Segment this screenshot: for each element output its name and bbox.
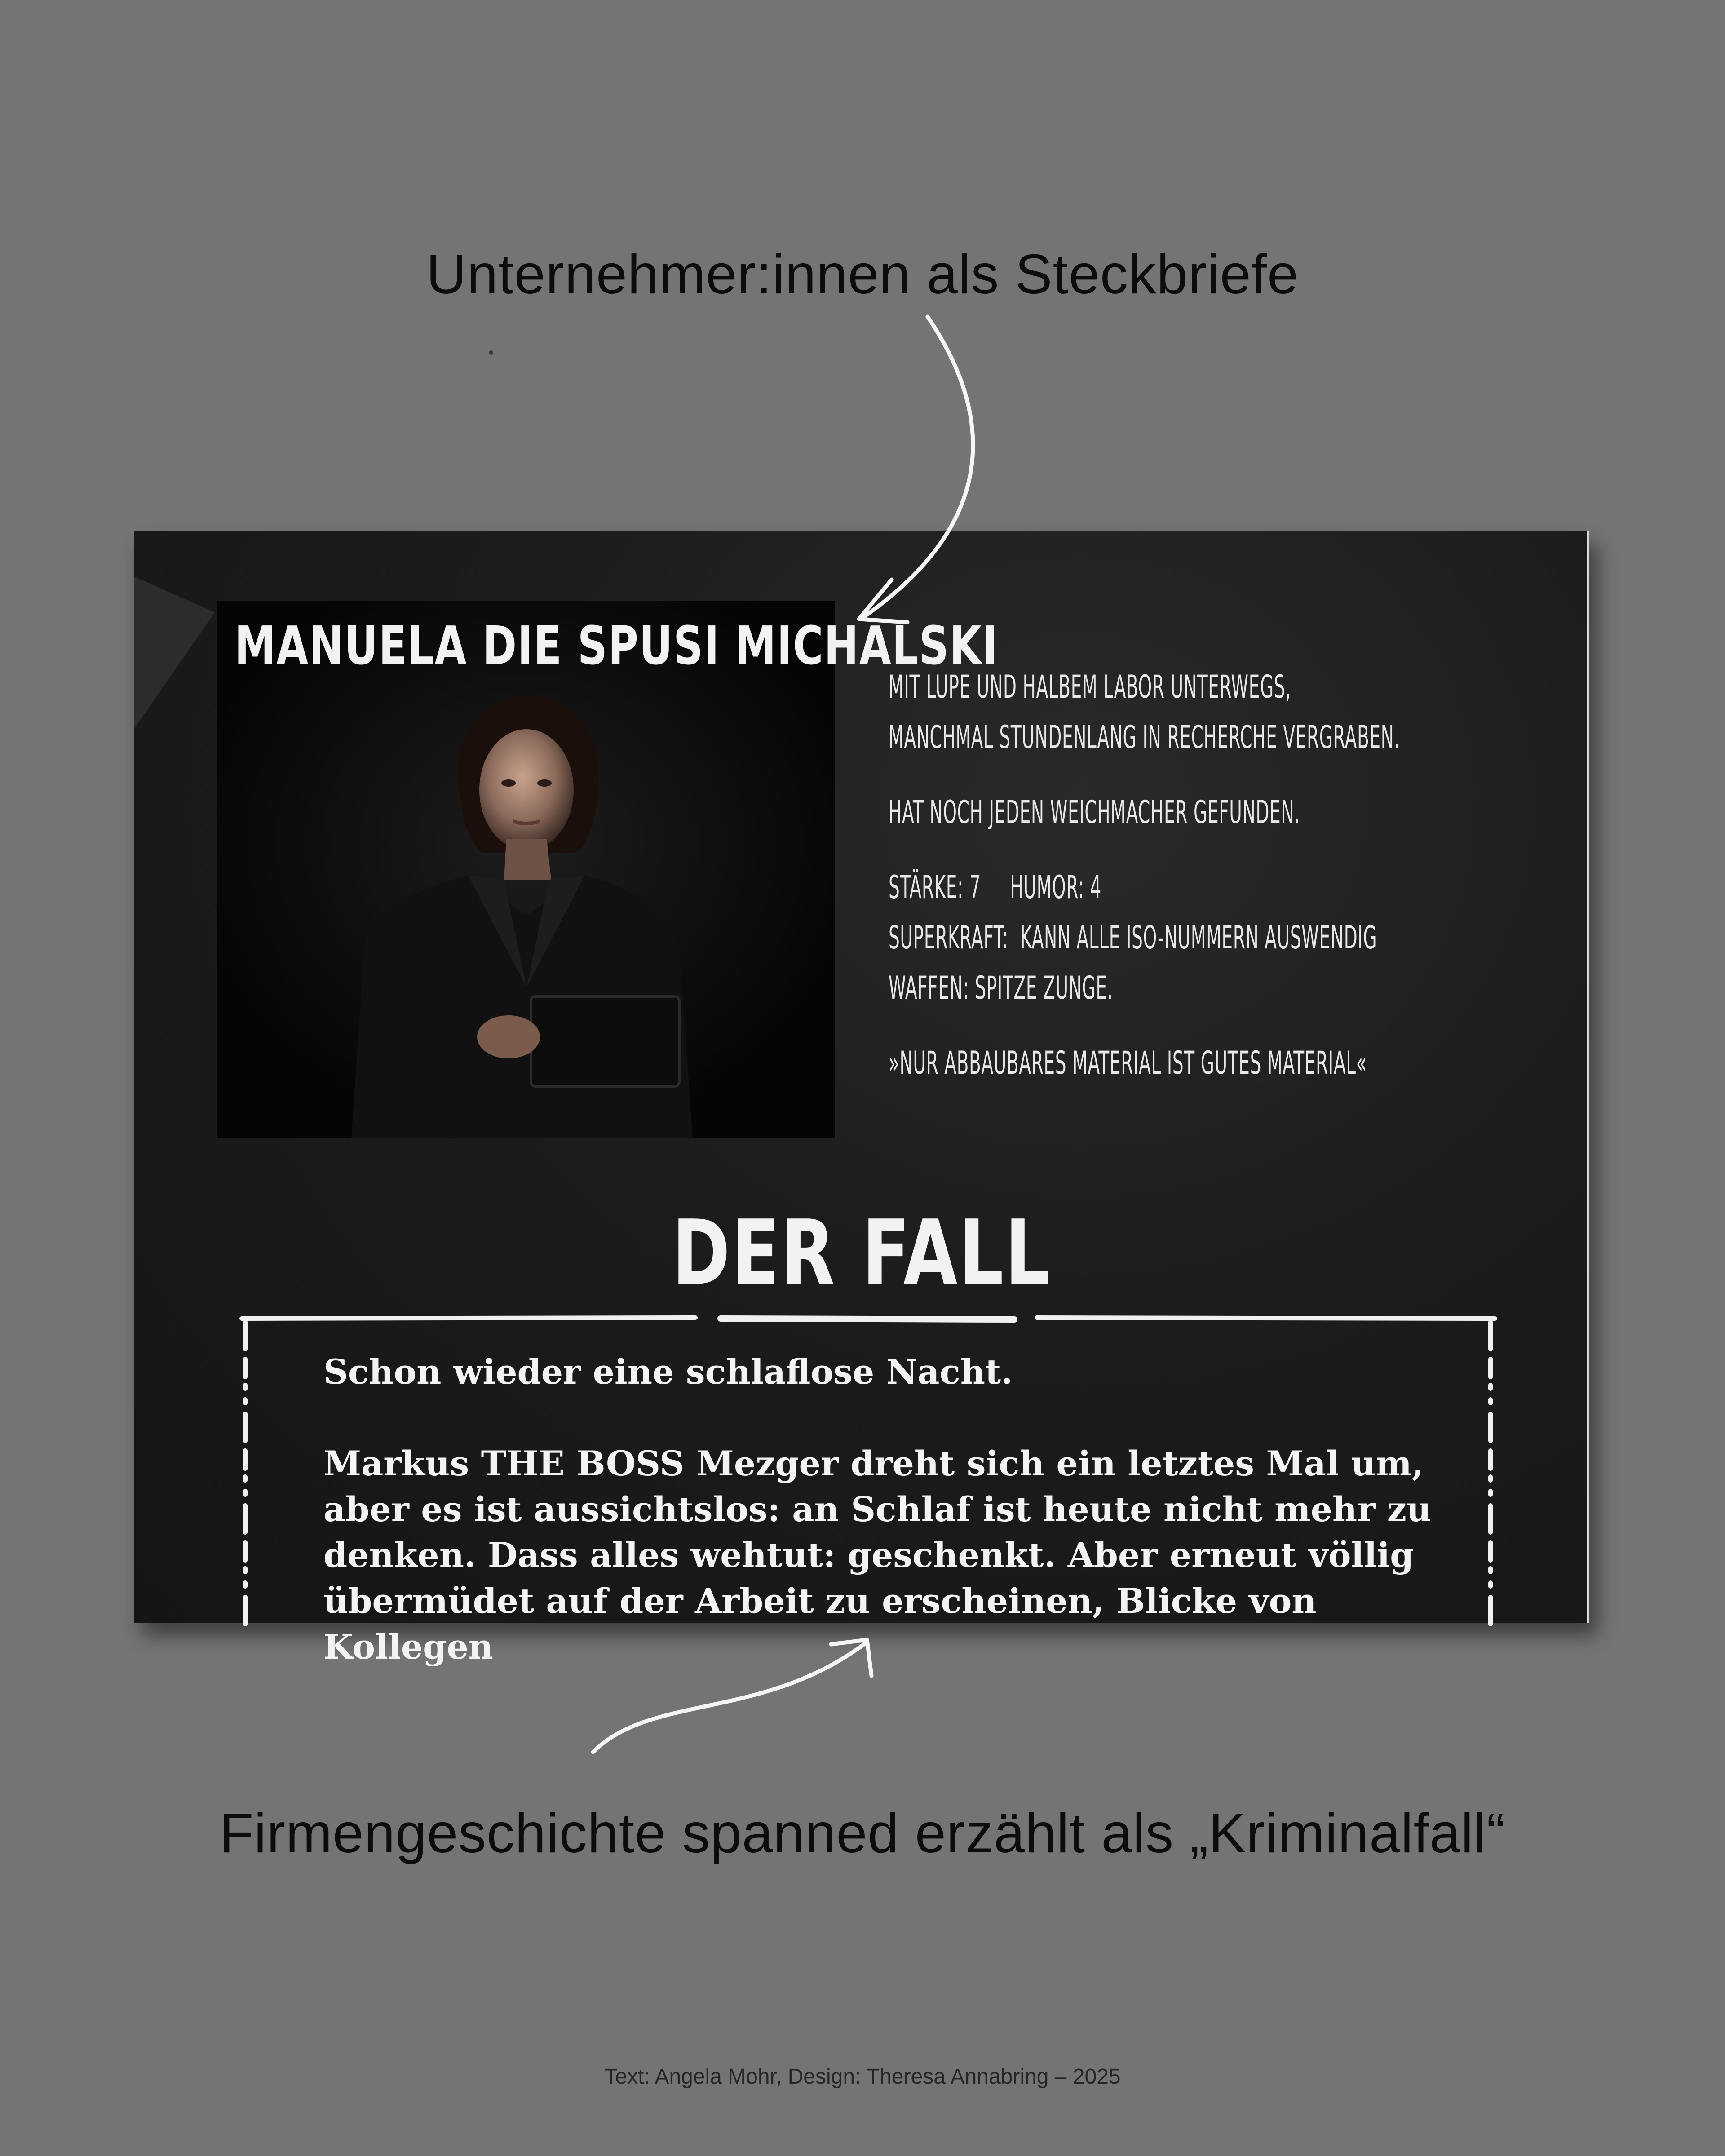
story-paragraph: Schon wieder eine schlaflose Nacht. xyxy=(323,1352,1013,1392)
story-text xyxy=(323,1349,1446,1716)
story-paragraph: Markus THE BOSS Mezger dreht sich ein letztes Mal um, aber es ist aussichtslos: an Schlaf ist heute nicht mehr zu denken. Dass alles wehtut: geschenkt. Aber erneut völlig übermüdet auf der Arbeit zu erscheinen, Blicke von Kollegen xyxy=(323,1443,1432,1667)
profile-line: SUPERKRAFT: KANN ALLE ISO-NUMMERN AUSWENDIG xyxy=(889,919,1377,956)
profile-quote: »NUR ABBAUBARES MATERIAL IST GUTES MATERIAL« xyxy=(889,1045,1367,1081)
profile-stats: STÄRKE: 7 HUMOR: 4 xyxy=(889,869,1101,906)
caption-steckbriefe: Unternehmer:innen als Steckbriefe xyxy=(426,243,1299,305)
credits-line: Text: Angela Mohr, Design: Theresa Annabring – 2025 xyxy=(604,2065,1121,2089)
profile-line: MANCHMAL STUNDENLANG IN RECHERCHE VERGRABEN. xyxy=(889,719,1400,756)
der-fall-heading-text: DER FALL xyxy=(672,1201,1051,1306)
wanted-poster-card xyxy=(134,531,1589,1667)
card-edge xyxy=(1587,531,1589,1623)
card-light-shard xyxy=(134,576,215,729)
portrait-name-title: MANUELA DIE SPUSI MICHALSKI xyxy=(234,615,999,677)
profile-text xyxy=(889,662,1562,1088)
profile-line: HAT NOCH JEDEN WEICHMACHER GEFUNDEN. xyxy=(889,794,1300,831)
profile-line: MIT LUPE UND HALBEM LABOR UNTERWEGS, xyxy=(889,668,1292,705)
profile-line: WAFFEN: SPITZE ZUNGE. xyxy=(889,970,1113,1006)
caption-kriminalfall: Firmengeschichte spanned erzählt als „Kriminalfall“ xyxy=(219,1802,1506,1864)
stray-dot xyxy=(489,350,493,355)
der-fall-heading xyxy=(134,1201,1589,1306)
